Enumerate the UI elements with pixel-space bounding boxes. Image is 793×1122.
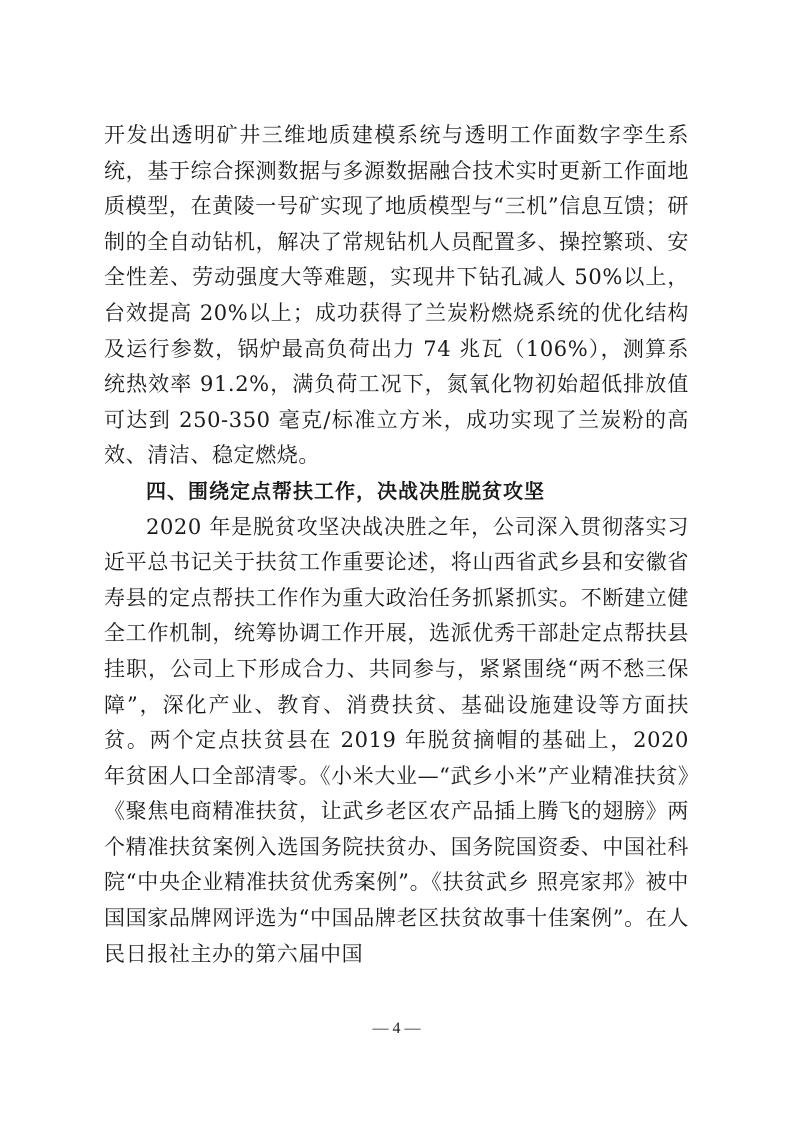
- page-number: — 4 —: [372, 1020, 421, 1037]
- section-heading: 四、围绕定点帮扶工作，决战决胜脱贫攻坚: [146, 478, 545, 503]
- continued-paragraph: 开发出透明矿井三维地质建模系统与透明工作面数字孪生系统，基于综合探测数据与多源数据融合技术实时更新工作面地质模型，在黄陵一号矿实现了地质模型与“三机”信息互馈；研制的全自动钻机，解决了常规钻机人员配置多、操控繁琐、安全性差、劳动强度大等难题，实现井下钻孔减人 50%以上，台效提高 20%以上；成功获得了兰炭粉燃烧系统的优化结构及运行参数，锅炉最高负荷出力 74 兆瓦（106%），测算系统热效率 91.2%，满负荷工况下，氮氧化物初始超低排放值可达到 250-350 毫克/标准立方米，成功实现了兰炭粉的高效、清洁、稳定燃烧。: [104, 123, 689, 468]
- document-body: [104, 118, 689, 972]
- section-paragraph: 2020 年是脱贫攻坚决战决胜之年，公司深入贯彻落实习近平总书记关于扶贫工作重要论述，将山西省武乡县和安徽省寿县的定点帮扶工作作为重大政治任务抓紧抓实。不断建立健全工作机制，统筹协调工作开展，选派优秀干部赴定点帮扶县挂职，公司上下形成合力、共同参与，紧紧围绕“两不愁三保障”，深化产业、教育、消费扶贫、基础设施建设等方面扶贫。两个定点扶贫县在 2019 年脱贫摘帽的基础上，2020 年贫困人口全部清零。《小米大业—“武乡小米”产业精准扶贫》《聚焦电商精准扶贫，让武乡老区农产品插上腾飞的翅膀》两个精准扶贫案例入选国务院扶贫办、国务院国资委、中国社科院“中央企业精准扶贫优秀案例”。《扶贫武乡 照亮家邦》被中国国家品牌网评选为“中国品牌老区扶贫故事十佳案例”。在人民日报社主办的第六届中国: [104, 514, 689, 966]
